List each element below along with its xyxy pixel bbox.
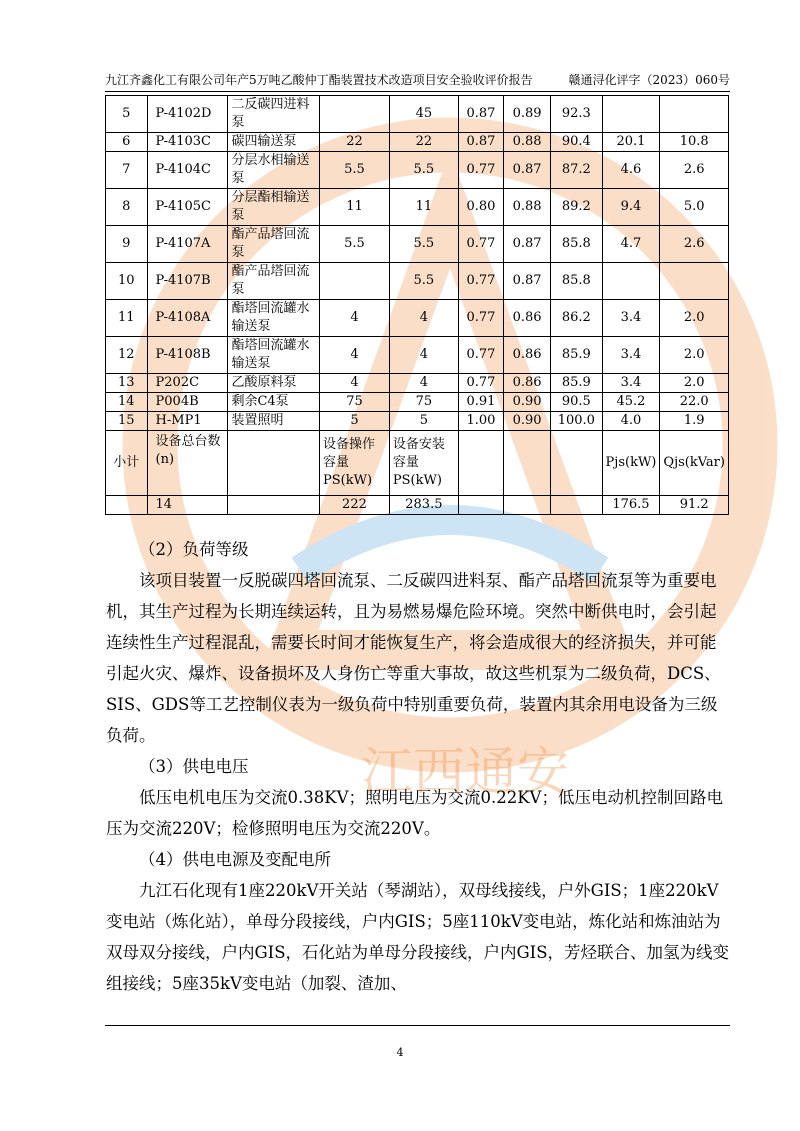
- table-cell: 4.0: [602, 412, 660, 431]
- table-cell: 酯塔回流罐水输送泵: [228, 300, 320, 337]
- table-cell: 0.77: [458, 263, 503, 300]
- table-cell: 酯塔回流罐水输送泵: [228, 337, 320, 374]
- section-2-title: （2）负荷等级: [139, 540, 249, 559]
- table-cell: 碳四输送泵: [228, 133, 320, 152]
- table-row: [106, 337, 729, 374]
- table-cell: 22.0: [660, 393, 729, 412]
- table-cell: 0.88: [504, 189, 551, 226]
- table-cell: 5.5: [320, 226, 390, 263]
- table-cell: 0.90: [504, 393, 551, 412]
- table-cell: 4: [389, 374, 458, 393]
- section-3-body: 低压电机电压为交流0.38KV；照明电压为交流0.22KV；低压电动机控制回路电压为交流220V；检修照明电压为交流220V。: [106, 788, 723, 838]
- subtotal-header-row: [106, 431, 729, 496]
- table-cell: 0.87: [458, 133, 503, 152]
- table-cell: 剩余C4泵: [228, 393, 320, 412]
- footer-divider: [105, 1025, 730, 1026]
- subtotal-qjs: 91.2: [660, 496, 729, 515]
- table-cell: 4: [389, 300, 458, 337]
- table-cell: [602, 263, 660, 300]
- table-cell: 4: [320, 300, 390, 337]
- table-cell: 4.7: [602, 226, 660, 263]
- table-cell: P202C: [147, 374, 228, 393]
- table-cell: 85.9: [551, 374, 602, 393]
- table-cell: 0.77: [458, 337, 503, 374]
- table-cell: P-4107A: [147, 226, 228, 263]
- table-cell: 86.2: [551, 300, 602, 337]
- table-cell: 5.5: [389, 152, 458, 189]
- table-cell: 2.6: [660, 226, 729, 263]
- table-cell: 85.9: [551, 337, 602, 374]
- table-cell: 85.8: [551, 263, 602, 300]
- table-cell: 0.86: [504, 337, 551, 374]
- table-cell: P-4108B: [147, 337, 228, 374]
- table-cell: 0.88: [504, 133, 551, 152]
- header-title: 九江齐鑫化工有限公司年产5万吨乙酸仲丁酯装置技术改造项目安全验收评价报告: [105, 73, 533, 87]
- table-cell: 5: [389, 412, 458, 431]
- table-cell: 85.8: [551, 226, 602, 263]
- table-row: [106, 393, 729, 412]
- table-cell: [660, 263, 729, 300]
- table-row: [106, 96, 729, 133]
- qjs-label: Qjs(kVar): [660, 431, 729, 496]
- table-cell: 0.89: [504, 96, 551, 133]
- table-cell: 89.2: [551, 189, 602, 226]
- subtotal-op: 222: [320, 496, 390, 515]
- table-cell: 90.4: [551, 133, 602, 152]
- table-cell: [320, 96, 390, 133]
- table-cell: 15: [106, 412, 148, 431]
- table-cell: [660, 96, 729, 133]
- section-4-body: 九江石化现有1座220kV开关站（琴湖站），双母线接线，户外GIS；1座220kV变电站（炼化站），单母分段接线，户内GIS；5座110kV变电站，炼化站和炼油站为双母双分接线，户内GIS，石化站为单母分段接线，户内GIS，芳烃联合、加氢为线变组接线；5座35kV变电站（加裂、渣加、: [106, 881, 730, 993]
- table-cell: 5.0: [660, 189, 729, 226]
- table-cell: 7: [106, 152, 148, 189]
- table-cell: 0.87: [504, 152, 551, 189]
- table-cell: 0.86: [504, 300, 551, 337]
- table-cell: 0.77: [458, 226, 503, 263]
- table-cell: P-4108A: [147, 300, 228, 337]
- table-cell: 0.87: [504, 263, 551, 300]
- table-cell: 3.4: [602, 337, 660, 374]
- table-cell: 0.77: [458, 152, 503, 189]
- section-4-title: （4）供电电源及变配电所: [139, 850, 331, 869]
- table-cell: 2.6: [660, 152, 729, 189]
- table-cell: P-4102D: [147, 96, 228, 133]
- table-row: [106, 300, 729, 337]
- table-row: [106, 152, 729, 189]
- table-cell: 0.87: [504, 226, 551, 263]
- table-cell: 0.87: [458, 96, 503, 133]
- table-cell: 92.3: [551, 96, 602, 133]
- table-row: [106, 226, 729, 263]
- table-cell: 5.5: [389, 263, 458, 300]
- header-doc-number: 赣通浔化评字（2023）060号: [568, 73, 730, 87]
- watermark-text: 江西通安: [360, 743, 570, 803]
- table-cell: 45: [389, 96, 458, 133]
- table-cell: 8: [106, 189, 148, 226]
- table-cell: 2.0: [660, 300, 729, 337]
- table-cell: P-4105C: [147, 189, 228, 226]
- table-cell: 10: [106, 263, 148, 300]
- table-cell: 22: [389, 133, 458, 152]
- table-row: [106, 412, 729, 431]
- table-cell: 0.90: [504, 412, 551, 431]
- table-cell: 10.8: [660, 133, 729, 152]
- page-header: [105, 71, 730, 92]
- table-cell: [320, 263, 390, 300]
- table-cell: 分层水相输送泵: [228, 152, 320, 189]
- table-cell: 11: [320, 189, 390, 226]
- table-cell: 0.77: [458, 374, 503, 393]
- section-3-title: （3）供电电压: [139, 757, 249, 776]
- table-cell: 6: [106, 133, 148, 152]
- subtotal-pjs: 176.5: [602, 496, 660, 515]
- pjs-label: Pjs(kW): [602, 431, 660, 496]
- table-cell: 12: [106, 337, 148, 374]
- table-row: [106, 189, 729, 226]
- table-cell: 4: [320, 337, 390, 374]
- table-cell: 3.4: [602, 374, 660, 393]
- table-row: [106, 263, 729, 300]
- table-cell: 0.80: [458, 189, 503, 226]
- table-cell: 22: [320, 133, 390, 152]
- table-cell: 87.2: [551, 152, 602, 189]
- table-cell: 2.0: [660, 337, 729, 374]
- subtotal-inst: 283.5: [389, 496, 458, 515]
- subtotal-count: 14: [147, 496, 228, 515]
- table-cell: 45.2: [602, 393, 660, 412]
- op-capacity-label: 设备操作容量PS(kW): [320, 431, 390, 496]
- table-cell: 1.00: [458, 412, 503, 431]
- table-cell: 4: [389, 337, 458, 374]
- load-table: [105, 95, 729, 515]
- table-cell: 90.5: [551, 393, 602, 412]
- subtotal-label: 小计: [106, 431, 148, 496]
- section-2-body: 该项目装置一反脱碳四塔回流泵、二反碳四进料泵、酯产品塔回流泵等为重要电机，其生产过程为长期连续运转，且为易燃易爆危险环境。突然中断供电时，会引起连续性生产过程混乱，需要长时间才能恢复生产，将会造成很大的经济损失，并可能引起火灾、爆炸、设备损坏及人身伤亡等重大事故，故这些机泵为二级负荷，DCS、SIS、GDS等工艺控制仪表为一级负荷中特别重要负荷，装置内其余用电设备为三级负荷。: [106, 571, 721, 745]
- table-cell: 0.91: [458, 393, 503, 412]
- table-row: [106, 133, 729, 152]
- table-cell: 4: [320, 374, 390, 393]
- table-cell: 100.0: [551, 412, 602, 431]
- table-cell: 酯产品塔回流泵: [228, 263, 320, 300]
- table-cell: 11: [389, 189, 458, 226]
- table-cell: 装置照明: [228, 412, 320, 431]
- table-cell: 5.5: [389, 226, 458, 263]
- table-cell: 2.0: [660, 374, 729, 393]
- subtotal-values-row: [106, 496, 729, 515]
- body-text: [106, 534, 731, 999]
- table-cell: 9: [106, 226, 148, 263]
- table-cell: P-4104C: [147, 152, 228, 189]
- inst-capacity-label: 设备安装容量PS(kW): [389, 431, 458, 496]
- table-cell: 14: [106, 393, 148, 412]
- table-cell: 5: [320, 412, 390, 431]
- table-cell: 4.6: [602, 152, 660, 189]
- table-cell: 二反碳四进料泵: [228, 96, 320, 133]
- table-cell: 9.4: [602, 189, 660, 226]
- table-cell: P-4103C: [147, 133, 228, 152]
- table-cell: 酯产品塔回流泵: [228, 226, 320, 263]
- page-number: 4: [396, 1046, 404, 1059]
- count-label: 设备总台数(n): [147, 431, 228, 496]
- table-cell: 0.86: [504, 374, 551, 393]
- table-cell: 75: [389, 393, 458, 412]
- table-cell: 0.77: [458, 300, 503, 337]
- table-cell: 乙酸原料泵: [228, 374, 320, 393]
- table-cell: 3.4: [602, 300, 660, 337]
- table-cell: [602, 96, 660, 133]
- table-row: [106, 374, 729, 393]
- table-cell: 11: [106, 300, 148, 337]
- table-cell: P-4107B: [147, 263, 228, 300]
- table-cell: 5.5: [320, 152, 390, 189]
- table-cell: 13: [106, 374, 148, 393]
- table-cell: 分层酯相输送泵: [228, 189, 320, 226]
- table-cell: 75: [320, 393, 390, 412]
- table-cell: P004B: [147, 393, 228, 412]
- table-cell: 5: [106, 96, 148, 133]
- table-cell: 1.9: [660, 412, 729, 431]
- table-cell: 20.1: [602, 133, 660, 152]
- table-cell: H-MP1: [147, 412, 228, 431]
